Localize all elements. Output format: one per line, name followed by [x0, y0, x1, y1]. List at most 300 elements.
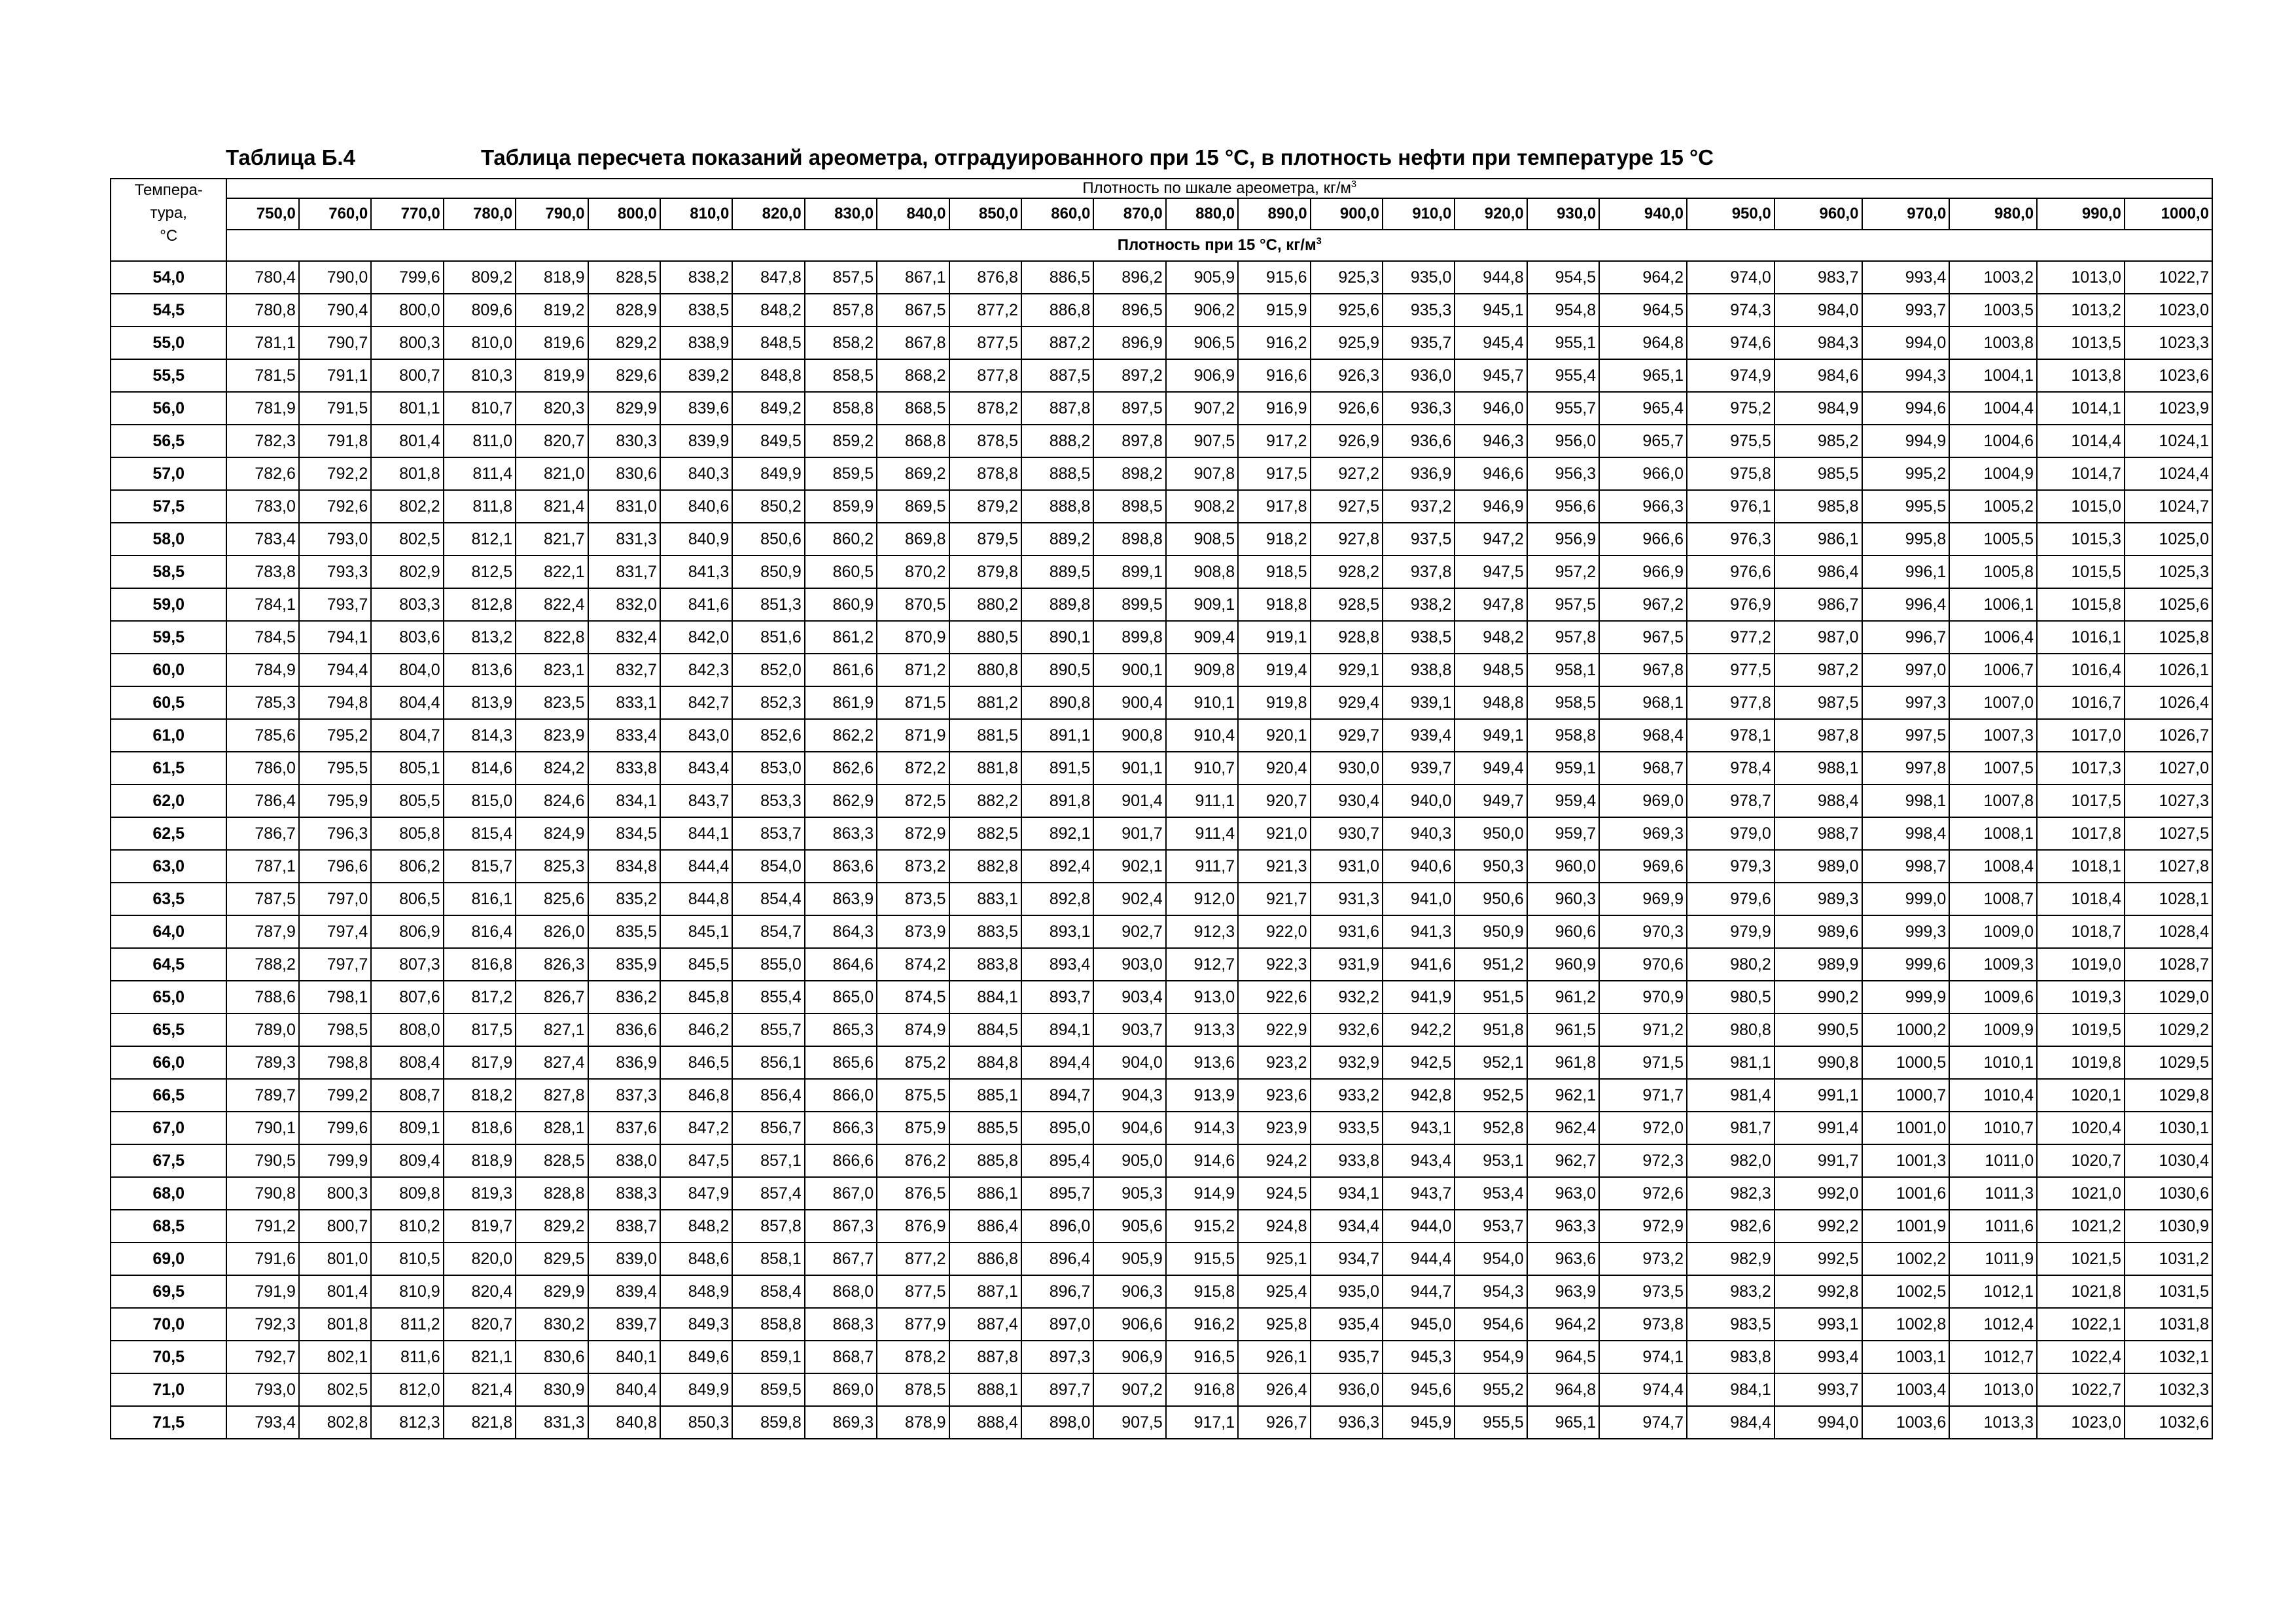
table-row	[111, 261, 2212, 294]
density-value-cell: 858,8	[805, 392, 877, 425]
density-value-cell: 813,2	[444, 621, 516, 654]
table-row	[111, 785, 2212, 817]
density-value-cell: 868,8	[877, 425, 949, 457]
density-value-cell: 1024,7	[2125, 490, 2212, 523]
density-value-cell: 1000,2	[1862, 1014, 1950, 1046]
table-row	[111, 752, 2212, 785]
density-value-cell: 1022,4	[2037, 1341, 2125, 1373]
density-value-cell: 867,5	[877, 294, 949, 326]
density-value-cell: 1031,8	[2125, 1308, 2212, 1341]
density-value-cell: 896,7	[1021, 1275, 1093, 1308]
density-value-cell: 808,0	[371, 1014, 443, 1046]
density-value-cell: 804,0	[371, 654, 443, 686]
density-value-cell: 977,5	[1687, 654, 1775, 686]
temperature-cell: 55,0	[111, 326, 226, 359]
density-value-cell: 885,1	[949, 1079, 1021, 1112]
temperature-cell: 62,5	[111, 817, 226, 850]
density-value-cell: 957,8	[1527, 621, 1599, 654]
density-value-cell: 903,0	[1093, 948, 1165, 981]
density-value-cell: 965,4	[1599, 392, 1687, 425]
density-value-cell: 816,1	[444, 883, 516, 915]
density-value-cell: 946,6	[1455, 457, 1527, 490]
density-value-cell: 1025,0	[2125, 523, 2212, 555]
density-value-cell: 1025,6	[2125, 588, 2212, 621]
density-value-cell: 971,5	[1599, 1046, 1687, 1079]
density-value-cell: 781,9	[226, 392, 298, 425]
density-value-cell: 786,4	[226, 785, 298, 817]
density-value-cell: 1006,4	[1949, 621, 2037, 654]
density-value-cell: 801,8	[371, 457, 443, 490]
density-value-cell: 972,6	[1599, 1177, 1687, 1210]
density-value-cell: 800,7	[371, 359, 443, 392]
density-value-cell: 834,5	[588, 817, 660, 850]
density-value-cell: 800,0	[371, 294, 443, 326]
density-value-cell: 988,7	[1775, 817, 1862, 850]
density-value-cell: 951,8	[1455, 1014, 1527, 1046]
table-row	[111, 1373, 2212, 1406]
temperature-cell: 69,0	[111, 1243, 226, 1275]
density-value-cell: 799,2	[299, 1079, 371, 1112]
density-value-cell: 991,1	[1775, 1079, 1862, 1112]
table-row	[111, 719, 2212, 752]
density-value-cell: 886,4	[949, 1210, 1021, 1243]
density-column-header: 930,0	[1527, 198, 1599, 230]
table-row	[111, 1308, 2212, 1341]
density-value-cell: 1023,0	[2037, 1406, 2125, 1439]
density-value-cell: 832,7	[588, 654, 660, 686]
density-value-cell: 1003,4	[1862, 1373, 1950, 1406]
density-value-cell: 954,9	[1455, 1341, 1527, 1373]
temperature-cell: 65,5	[111, 1014, 226, 1046]
density-value-cell: 1007,8	[1949, 785, 2037, 817]
density-value-cell: 993,4	[1775, 1341, 1862, 1373]
density-value-cell: 1017,8	[2037, 817, 2125, 850]
density-value-cell: 790,8	[226, 1177, 298, 1210]
temperature-cell: 63,5	[111, 883, 226, 915]
density-value-cell: 837,6	[588, 1112, 660, 1144]
density-column-header: 830,0	[805, 198, 877, 230]
density-value-cell: 1021,0	[2037, 1177, 2125, 1210]
density-value-cell: 948,2	[1455, 621, 1527, 654]
density-value-cell: 820,7	[516, 425, 588, 457]
density-value-cell: 873,9	[877, 915, 949, 948]
density-value-cell: 954,3	[1455, 1275, 1527, 1308]
density-value-cell: 979,9	[1687, 915, 1775, 948]
density-value-cell: 903,7	[1093, 1014, 1165, 1046]
density-value-cell: 981,4	[1687, 1079, 1775, 1112]
density-value-cell: 955,7	[1527, 392, 1599, 425]
density-value-cell: 1010,7	[1949, 1112, 2037, 1144]
density-value-cell: 877,2	[877, 1243, 949, 1275]
density-value-cell: 888,2	[1021, 425, 1093, 457]
density-value-cell: 854,0	[732, 850, 804, 883]
density-value-cell: 831,3	[516, 1406, 588, 1439]
density-value-cell: 993,7	[1862, 294, 1950, 326]
density-value-cell: 904,6	[1093, 1112, 1165, 1144]
density-value-cell: 887,4	[949, 1308, 1021, 1341]
density-value-cell: 964,5	[1599, 294, 1687, 326]
density-value-cell: 838,5	[660, 294, 732, 326]
temperature-header-line-2: тура,	[150, 203, 187, 222]
temperature-cell: 61,5	[111, 752, 226, 785]
density-value-cell: 1009,6	[1949, 981, 2037, 1014]
density-value-cell: 932,9	[1311, 1046, 1383, 1079]
table-row	[111, 457, 2212, 490]
density-column-header: 1000,0	[2125, 198, 2212, 230]
density-value-cell: 810,2	[371, 1210, 443, 1243]
density-value-cell: 1012,4	[1949, 1308, 2037, 1341]
density-value-cell: 978,4	[1687, 752, 1775, 785]
density-value-cell: 997,5	[1862, 719, 1950, 752]
density-value-cell: 875,9	[877, 1112, 949, 1144]
density-value-cell: 780,8	[226, 294, 298, 326]
density-value-cell: 874,2	[877, 948, 949, 981]
density-value-cell: 957,5	[1527, 588, 1599, 621]
density-value-cell: 912,0	[1166, 883, 1238, 915]
density-value-cell: 973,2	[1599, 1243, 1687, 1275]
density-value-cell: 885,8	[949, 1144, 1021, 1177]
density-value-cell: 858,2	[805, 326, 877, 359]
temperature-cell: 59,0	[111, 588, 226, 621]
density-value-cell: 788,2	[226, 948, 298, 981]
density-value-cell: 917,5	[1238, 457, 1310, 490]
density-value-cell: 879,2	[949, 490, 1021, 523]
density-value-cell: 993,4	[1862, 261, 1950, 294]
density-value-cell: 935,7	[1311, 1341, 1383, 1373]
density-value-cell: 983,7	[1775, 261, 1862, 294]
density-value-cell: 995,8	[1862, 523, 1950, 555]
table-number: Таблица Б.4	[226, 145, 355, 169]
density-value-cell: 1005,2	[1949, 490, 2037, 523]
density-value-cell: 970,9	[1599, 981, 1687, 1014]
density-value-cell: 784,5	[226, 621, 298, 654]
density-value-cell: 868,3	[805, 1308, 877, 1341]
density-value-cell: 897,8	[1093, 425, 1165, 457]
table-row	[111, 326, 2212, 359]
density-value-cell: 937,5	[1383, 523, 1455, 555]
density-value-cell: 810,3	[444, 359, 516, 392]
density-value-cell: 848,5	[732, 326, 804, 359]
table-row	[111, 359, 2212, 392]
density-value-cell: 1002,8	[1862, 1308, 1950, 1341]
density-value-cell: 960,6	[1527, 915, 1599, 948]
density-value-cell: 845,5	[660, 948, 732, 981]
density-value-cell: 940,6	[1383, 850, 1455, 883]
density-value-cell: 867,3	[805, 1210, 877, 1243]
density-value-cell: 887,2	[1021, 326, 1093, 359]
density-value-cell: 789,0	[226, 1014, 298, 1046]
density-value-cell: 822,4	[516, 588, 588, 621]
density-value-cell: 936,6	[1383, 425, 1455, 457]
density-value-cell: 867,1	[877, 261, 949, 294]
density-value-cell: 968,4	[1599, 719, 1687, 752]
density-value-cell: 882,5	[949, 817, 1021, 850]
density-value-cell: 922,9	[1238, 1014, 1310, 1046]
density-column-header: 890,0	[1238, 198, 1310, 230]
table-row	[111, 1046, 2212, 1079]
density-value-cell: 909,8	[1166, 654, 1238, 686]
density-value-cell: 991,7	[1775, 1144, 1862, 1177]
density-value-cell: 929,1	[1311, 654, 1383, 686]
density-value-cell: 906,2	[1166, 294, 1238, 326]
density-value-cell: 905,9	[1166, 261, 1238, 294]
scale-density-header	[226, 179, 2212, 198]
density-value-cell: 854,4	[732, 883, 804, 915]
density-value-cell: 794,4	[299, 654, 371, 686]
density-value-cell: 949,7	[1455, 785, 1527, 817]
density-value-cell: 1028,4	[2125, 915, 2212, 948]
density-value-cell: 979,6	[1687, 883, 1775, 915]
density-value-cell: 807,3	[371, 948, 443, 981]
density-value-cell: 801,0	[299, 1243, 371, 1275]
density-value-cell: 815,7	[444, 850, 516, 883]
density-value-cell: 830,9	[516, 1373, 588, 1406]
density-value-cell: 969,3	[1599, 817, 1687, 850]
density-value-cell: 907,5	[1093, 1406, 1165, 1439]
result-density-unit-exponent: 3	[1316, 236, 1322, 247]
density-value-cell: 962,1	[1527, 1079, 1599, 1112]
density-value-cell: 945,6	[1383, 1373, 1455, 1406]
density-column-header: 980,0	[1949, 198, 2037, 230]
density-value-cell: 1013,0	[2037, 261, 2125, 294]
density-value-cell: 865,0	[805, 981, 877, 1014]
density-value-cell: 944,7	[1383, 1275, 1455, 1308]
density-value-cell: 833,1	[588, 686, 660, 719]
table-row	[111, 1079, 2212, 1112]
density-value-cell: 937,8	[1383, 555, 1455, 588]
density-value-cell: 924,2	[1238, 1144, 1310, 1177]
density-value-cell: 927,8	[1311, 523, 1383, 555]
density-value-cell: 878,2	[877, 1341, 949, 1373]
density-value-cell: 948,5	[1455, 654, 1527, 686]
density-value-cell: 808,4	[371, 1046, 443, 1079]
density-value-cell: 900,1	[1093, 654, 1165, 686]
density-value-cell: 994,0	[1862, 326, 1950, 359]
density-value-cell: 1003,8	[1949, 326, 2037, 359]
density-value-cell: 994,6	[1862, 392, 1950, 425]
density-value-cell: 941,0	[1383, 883, 1455, 915]
density-value-cell: 863,6	[805, 850, 877, 883]
density-value-cell: 850,3	[660, 1406, 732, 1439]
density-value-cell: 916,2	[1238, 326, 1310, 359]
density-value-cell: 842,3	[660, 654, 732, 686]
density-value-cell: 859,5	[732, 1373, 804, 1406]
density-value-cell: 916,5	[1166, 1341, 1238, 1373]
density-value-cell: 999,3	[1862, 915, 1950, 948]
density-value-cell: 984,0	[1775, 294, 1862, 326]
density-value-cell: 990,2	[1775, 981, 1862, 1014]
density-value-cell: 956,0	[1527, 425, 1599, 457]
density-value-cell: 983,2	[1687, 1275, 1775, 1308]
temperature-cell: 58,5	[111, 555, 226, 588]
density-value-cell: 919,1	[1238, 621, 1310, 654]
density-value-cell: 933,2	[1311, 1079, 1383, 1112]
density-value-cell: 884,5	[949, 1014, 1021, 1046]
density-value-cell: 897,5	[1093, 392, 1165, 425]
density-value-cell: 893,7	[1021, 981, 1093, 1014]
density-value-cell: 900,4	[1093, 686, 1165, 719]
density-value-cell: 888,8	[1021, 490, 1093, 523]
density-value-cell: 980,8	[1687, 1014, 1775, 1046]
density-value-cell: 877,2	[949, 294, 1021, 326]
density-value-cell: 886,1	[949, 1177, 1021, 1210]
density-value-cell: 827,8	[516, 1079, 588, 1112]
density-value-cell: 990,8	[1775, 1046, 1862, 1079]
density-value-cell: 857,1	[732, 1144, 804, 1177]
density-value-cell: 793,4	[226, 1406, 298, 1439]
density-value-cell: 964,2	[1599, 261, 1687, 294]
density-value-cell: 828,9	[588, 294, 660, 326]
density-value-cell: 811,6	[371, 1341, 443, 1373]
density-value-cell: 1012,7	[1949, 1341, 2037, 1373]
density-value-cell: 843,7	[660, 785, 732, 817]
density-value-cell: 907,2	[1093, 1373, 1165, 1406]
density-column-header: 860,0	[1021, 198, 1093, 230]
density-value-cell: 857,8	[805, 294, 877, 326]
density-value-cell: 849,2	[732, 392, 804, 425]
density-value-cell: 802,2	[371, 490, 443, 523]
density-value-cell: 1031,2	[2125, 1243, 2212, 1275]
density-value-cell: 867,7	[805, 1243, 877, 1275]
density-value-cell: 895,4	[1021, 1144, 1093, 1177]
density-value-cell: 956,9	[1527, 523, 1599, 555]
density-value-cell: 974,4	[1599, 1373, 1687, 1406]
temperature-cell: 54,0	[111, 261, 226, 294]
density-value-cell: 910,4	[1166, 719, 1238, 752]
density-value-cell: 907,2	[1166, 392, 1238, 425]
density-value-cell: 896,9	[1093, 326, 1165, 359]
density-value-cell: 836,9	[588, 1046, 660, 1079]
density-value-cell: 972,9	[1599, 1210, 1687, 1243]
density-value-cell: 894,4	[1021, 1046, 1093, 1079]
density-value-cell: 872,5	[877, 785, 949, 817]
density-value-cell: 868,0	[805, 1275, 877, 1308]
density-value-cell: 857,5	[805, 261, 877, 294]
density-value-cell: 795,9	[299, 785, 371, 817]
density-value-cell: 812,3	[371, 1406, 443, 1439]
header-row-densities	[111, 198, 2212, 230]
density-value-cell: 1017,5	[2037, 785, 2125, 817]
density-value-cell: 1010,4	[1949, 1079, 2037, 1112]
density-value-cell: 1015,3	[2037, 523, 2125, 555]
density-value-cell: 938,5	[1383, 621, 1455, 654]
density-value-cell: 787,5	[226, 883, 298, 915]
density-value-cell: 793,7	[299, 588, 371, 621]
density-value-cell: 984,9	[1775, 392, 1862, 425]
density-value-cell: 1013,8	[2037, 359, 2125, 392]
density-value-cell: 973,5	[1599, 1275, 1687, 1308]
density-value-cell: 922,6	[1238, 981, 1310, 1014]
density-value-cell: 860,5	[805, 555, 877, 588]
density-value-cell: 881,5	[949, 719, 1021, 752]
density-value-cell: 955,1	[1527, 326, 1599, 359]
density-value-cell: 892,4	[1021, 850, 1093, 883]
density-value-cell: 812,5	[444, 555, 516, 588]
density-value-cell: 826,7	[516, 981, 588, 1014]
density-value-cell: 793,0	[299, 523, 371, 555]
density-value-cell: 886,5	[1021, 261, 1093, 294]
density-value-cell: 886,8	[949, 1243, 1021, 1275]
density-value-cell: 987,0	[1775, 621, 1862, 654]
density-value-cell: 801,4	[371, 425, 443, 457]
density-value-cell: 805,8	[371, 817, 443, 850]
density-value-cell: 894,7	[1021, 1079, 1093, 1112]
density-value-cell: 1001,6	[1862, 1177, 1950, 1210]
density-column-header: 790,0	[516, 198, 588, 230]
density-value-cell: 1023,9	[2125, 392, 2212, 425]
density-value-cell: 878,8	[949, 457, 1021, 490]
density-value-cell: 922,3	[1238, 948, 1310, 981]
density-value-cell: 845,8	[660, 981, 732, 1014]
temperature-cell: 54,5	[111, 294, 226, 326]
density-value-cell: 887,8	[949, 1341, 1021, 1373]
density-value-cell: 1003,1	[1862, 1341, 1950, 1373]
density-value-cell: 950,6	[1455, 883, 1527, 915]
density-value-cell: 878,9	[877, 1406, 949, 1439]
density-value-cell: 827,4	[516, 1046, 588, 1079]
density-value-cell: 858,1	[732, 1243, 804, 1275]
density-value-cell: 911,4	[1166, 817, 1238, 850]
density-value-cell: 1022,7	[2037, 1373, 2125, 1406]
density-value-cell: 858,8	[732, 1308, 804, 1341]
density-value-cell: 945,9	[1383, 1406, 1455, 1439]
density-value-cell: 839,9	[660, 425, 732, 457]
density-value-cell: 819,7	[444, 1210, 516, 1243]
density-value-cell: 824,6	[516, 785, 588, 817]
density-value-cell: 961,2	[1527, 981, 1599, 1014]
density-value-cell: 880,2	[949, 588, 1021, 621]
density-value-cell: 959,4	[1527, 785, 1599, 817]
density-value-cell: 918,8	[1238, 588, 1310, 621]
density-value-cell: 967,8	[1599, 654, 1687, 686]
density-value-cell: 946,3	[1455, 425, 1527, 457]
density-value-cell: 826,3	[516, 948, 588, 981]
density-value-cell: 848,6	[660, 1243, 732, 1275]
temperature-cell: 70,0	[111, 1308, 226, 1341]
density-value-cell: 913,0	[1166, 981, 1238, 1014]
density-value-cell: 1024,1	[2125, 425, 2212, 457]
density-value-cell: 786,0	[226, 752, 298, 785]
density-value-cell: 921,3	[1238, 850, 1310, 883]
density-value-cell: 984,3	[1775, 326, 1862, 359]
temperature-cell: 67,0	[111, 1112, 226, 1144]
density-value-cell: 848,9	[660, 1275, 732, 1308]
density-value-cell: 920,1	[1238, 719, 1310, 752]
density-value-cell: 1008,4	[1949, 850, 2037, 883]
density-value-cell: 1004,9	[1949, 457, 2037, 490]
density-value-cell: 915,5	[1166, 1243, 1238, 1275]
density-value-cell: 1022,1	[2037, 1308, 2125, 1341]
temperature-cell: 67,5	[111, 1144, 226, 1177]
density-value-cell: 897,3	[1021, 1341, 1093, 1373]
density-value-cell: 869,3	[805, 1406, 877, 1439]
density-value-cell: 997,3	[1862, 686, 1950, 719]
density-value-cell: 863,9	[805, 883, 877, 915]
density-value-cell: 989,9	[1775, 948, 1862, 981]
density-value-cell: 800,3	[299, 1177, 371, 1210]
density-value-cell: 1030,4	[2125, 1144, 2212, 1177]
density-value-cell: 794,1	[299, 621, 371, 654]
density-value-cell: 1027,0	[2125, 752, 2212, 785]
density-value-cell: 854,7	[732, 915, 804, 948]
density-column-header: 940,0	[1599, 198, 1687, 230]
density-value-cell: 914,6	[1166, 1144, 1238, 1177]
temperature-cell: 68,5	[111, 1210, 226, 1243]
density-value-cell: 1005,8	[1949, 555, 2037, 588]
density-value-cell: 821,8	[444, 1406, 516, 1439]
density-value-cell: 943,7	[1383, 1177, 1455, 1210]
density-value-cell: 786,7	[226, 817, 298, 850]
